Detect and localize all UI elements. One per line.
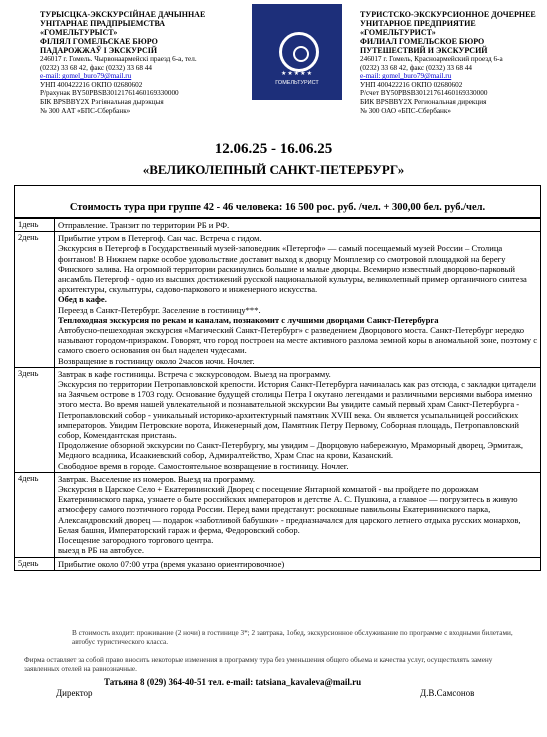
day-label: 2день bbox=[15, 232, 55, 368]
day2-peterhof: Экскурсия в Петергоф в Государственный музей-заповедник «Петергоф» — самый посещаемый музей России – Столица фонтанов! В Нижнем парке особое удовольствие доставит выход к дворцу Монплезир со смотровой площадкой на берегу Финского залива. На огромной территории раскинулись большие и малые дворцы. Всемирно известный дворцово-парковый ансамбль Петергоф - одно из высших достижений русской национальной культуры, великолепный пример органичного синтеза архитектуры, скульптуры, садово-паркового и инженерного искусства. bbox=[58, 243, 527, 295]
day4-departure: выезд в РБ на автобусе. bbox=[58, 545, 144, 556]
header-left-unp: УНП 400422216 ОКПО 02680602 bbox=[40, 80, 143, 89]
header-left-address: 246017 г. Гомель. Чырвонаармейскі праезд 6-а, тел. bbox=[40, 55, 197, 63]
header-left-line3: «ГОМЕЛЬТУРЫСТ» bbox=[40, 28, 118, 37]
day-label: 5день bbox=[15, 557, 55, 570]
tour-title: «ВЕЛИКОЛЕПНЫЙ САНКТ-ПЕТЕРБУРГ» bbox=[142, 162, 405, 177]
header-left-account: Р/рахунак BY50PBSB30121761460169330000 bbox=[40, 89, 179, 98]
tour-dates: 12.06.25 - 16.06.25 bbox=[214, 141, 333, 157]
header-right-address: 246017 г. Гомель, Красноармейский проезд 6-а bbox=[360, 55, 503, 63]
header-right-line4: ФИЛИАЛ ГОМЕЛЬСКОЕ БЮРО bbox=[360, 37, 485, 46]
header-left-bic: БІК BPSBBY2X Рэгіянальная дырэкцыя bbox=[40, 97, 164, 106]
logo-circle-icon bbox=[279, 32, 319, 72]
director-name: Д.В.Самсонов bbox=[420, 688, 475, 698]
logo-text: ГОМЕЛЬТУРИСТ bbox=[275, 80, 319, 86]
day2-lunch: Обед в кафе. bbox=[58, 294, 107, 305]
director-label: Директор bbox=[56, 688, 93, 698]
header-left-phone: (0232) 33 68 42, факс (0232) 33 68 44 bbox=[40, 63, 152, 72]
header-left-line2: УНІТАРНАЕ ПРАДПРЫЕМСТВА bbox=[40, 19, 166, 28]
tour-price: Стоимость тура при группе 42 - 46 человека: 16 500 рос. руб. /чел. + 300,00 бел. руб./чел. bbox=[14, 185, 541, 218]
day3-free-time: Свободное время в городе. Самостоятельное возвращение в гостиницу. Ночлег. bbox=[58, 460, 349, 471]
header-right-unp: УНП 400422216 ОКПО 02680602 bbox=[360, 80, 463, 89]
day-text: Отправление. Транзит по территории РБ и РФ. bbox=[55, 219, 541, 232]
day2-transfer: Переезд в Санкт-Петербург. Заселение в гостиницу***. bbox=[58, 304, 261, 315]
day-text: Прибытие около 07:00 утра (время указано ориентировочное) bbox=[55, 557, 541, 570]
header-right-bank: № 300 ОАО «БПС-Сбербанк» bbox=[360, 106, 451, 115]
header-right-phone: (0232) 33 68 42, факс (0232) 33 68 44 bbox=[360, 63, 472, 72]
program-table bbox=[14, 218, 541, 571]
header-right-email[interactable]: e-mail: gomel_buro79@mail.ru bbox=[360, 72, 452, 81]
table-row bbox=[15, 219, 541, 232]
header-left-email[interactable]: e-mail: gomel_buro79@mail.ru bbox=[40, 72, 132, 81]
day-label: 4день bbox=[15, 472, 55, 557]
header-right-bic: БИК BPSBBY2X Региональная дирекция bbox=[360, 97, 487, 106]
header-right-line1: ТУРИСТСКО-ЭКСКУРСИОННОЕ ДОЧЕРНЕЕ bbox=[360, 10, 536, 19]
header-left bbox=[40, 10, 210, 115]
header-right-line5: ПУТЕШЕСТВИЙ И ЭКСКУРСИЙ bbox=[360, 46, 488, 55]
day2-boat-tour: Теплоходная экскурсия по рекам и каналам, познакомит с лучшими дворцами Санкт-Петербурга bbox=[58, 314, 439, 325]
day2-arrival: Прибытие утром в Петергоф. Сан час. Встреча с гидом. bbox=[58, 233, 262, 244]
day3-city-tour: Продолжение обзорной экскурсии по Санкт-Петербургу, мы увидим – Дворцовую набережную, Мраморный дворец, Эрмитаж, Медного всадника, Исаакиевский собор, Адмиралтейство, Храм Спас на крови, Казанский. bbox=[58, 440, 524, 461]
table-row bbox=[15, 367, 541, 472]
table-row bbox=[15, 472, 541, 557]
header-right-account: Р/счет BY50PBSB30121761460169330000 bbox=[360, 89, 488, 98]
day3-breakfast: Завтрак в кафе гостиницы. Встреча с экскурсоводом. Выезд на программу. bbox=[58, 368, 331, 379]
day2-night-tour: Автобусно-пешеходная экскурсия «Магический Санкт-Петербург» с разведением Дворцового моста. Санкт-Петербург нередко называют городом-призраком. Говорят, что город построен на месте активного разлома земной коры в аномальной зоне, поэтому с самого своего основания он был наделен чудесами. bbox=[58, 325, 538, 356]
day-content bbox=[55, 472, 541, 557]
day4-checkout: Завтрак. Выселение из номеров. Выезд на программу. bbox=[58, 473, 256, 484]
table-row bbox=[15, 232, 541, 368]
header-left-line5: ПАДАРОЖЖАЎ І ЭКСКУРСІЙ bbox=[40, 46, 158, 55]
header-left-bank: № 300 ААТ «БПС-Сбербанк» bbox=[40, 106, 131, 115]
day4-shopping: Посещение загородного торгового центра. bbox=[58, 535, 214, 546]
day3-fortress: Экскурсия по территории Петропавловской крепости. История Санкт-Петербурга начиналась как раз отсюда, с закладки цитадели на Заячьем острове в 1703 году. Основание будущей столицы Петра I окутано легендами и различными версиями выбора именно этого места. Во время нашей увлекательной и познавательной экскурсии Вы увидите самый первый храм Санкт-Петербурга - Петропавловский собор - уникальный историко-архитектурный памятник XVIII века. Он является усыпальницей российских императоров. Увидим Петровские ворота, Инженерный дом, Памятник Петру Первому, Соборная площадь, Петропавловский собор, Комендантская пристань. bbox=[58, 379, 536, 441]
day-label: 3день bbox=[15, 367, 55, 472]
header-right-line2: УНИТАРНОЕ ПРЕДПРИЯТИЕ bbox=[360, 19, 476, 28]
day-content bbox=[55, 232, 541, 368]
header-right-line3: «ГОМЕЛЬТУРИСТ» bbox=[360, 28, 436, 37]
disclaimer-note: Фирма оставляет за собой право вносить некоторые изменения в программу тура без уменьшения общего объема и качества услуг, осуществлять замену заявленных отелей на равнозначные. bbox=[24, 656, 493, 673]
company-logo bbox=[252, 4, 342, 100]
day4-tsarskoe: Экскурсия в Царское Село + Екатерининский Дворец с посещение Янтарной комнатой - вы пройдете по дорожкам Екатерининского парка, узнаете о быте российских императоров и детстве А. С. Пушкина, а главное — погрузитесь в живую атмосферу самого поэтичного города России. Перед вами предстанут: роскошные павильоны Екатерининского парка, Александровский дворец — подарок «заботливой бабушки» - предназначался для царского летнего отдыха русских монархов, Белая башня, Императорский гараж и ферма, Федоровский собор. bbox=[58, 484, 521, 535]
contact-info: Татьяна 8 (029) 364-40-51 тел. e-mail: tatsiana_kavaleva@mail.ru bbox=[104, 677, 362, 687]
header-left-line1: ТУРЫСЦКА-ЭКСКУРСІЙНАЕ ДАЧЫННАЕ bbox=[40, 10, 206, 19]
table-row bbox=[15, 557, 541, 570]
day2-return: Возвращение в гостиницу около 2часов ночи. Ночлег. bbox=[58, 355, 255, 366]
day-content bbox=[55, 367, 541, 472]
day-label: 1день bbox=[15, 219, 55, 232]
header-right bbox=[360, 10, 540, 115]
header-left-line4: ФІЛІЯЛ ГОМЕЛЬСКАЕ БЮРО bbox=[40, 37, 158, 46]
price-includes-note: В стоимость входит: проживание (2 ночи) в гостинице 3*; 2 завтрака, 1обед, экскурсионное обслуживание по программе с входными билетами, автобус туристического класса. bbox=[72, 629, 513, 646]
logo-stars: ★★★★★ bbox=[281, 71, 313, 77]
